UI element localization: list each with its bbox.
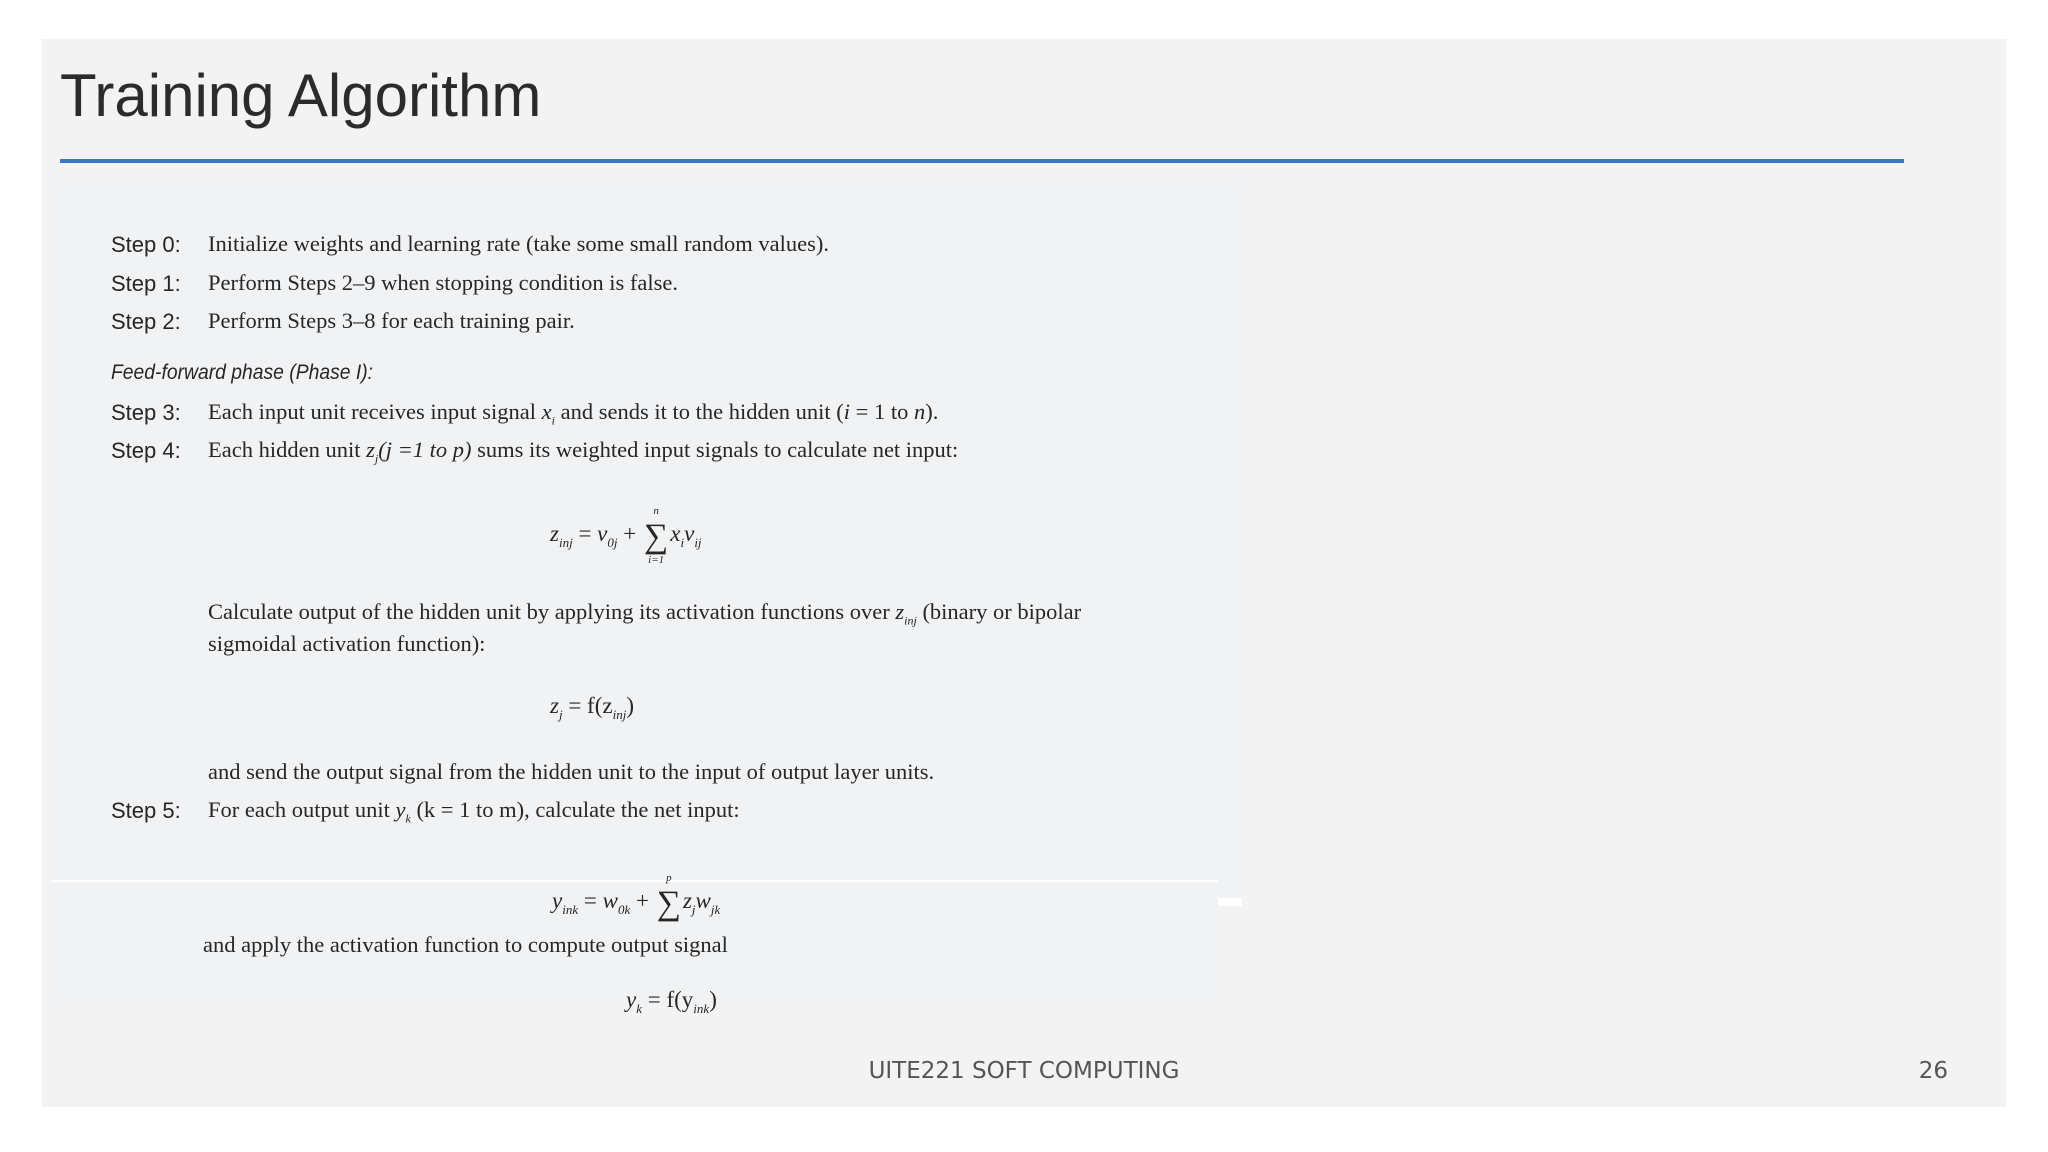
step-5-label: Step 5: — [111, 798, 181, 823]
step-5-text: For each output unit $y_k$ (k = 1 to m), calculate the net input: — [208, 797, 740, 826]
step-3-text: Each input unit receives input signal $x_i$ and sends it to the hidden unit (i = 1 to n). — [208, 399, 939, 428]
slide-footer: UITE221 SOFT COMPUTING — [868, 1058, 1180, 1084]
output-signal-equation: $y_k = f(y_{ink})$ — [626, 987, 717, 1016]
calculate-output-text-line-1: Calculate output of the hidden unit by applying its activation functions over $z_{inj}$ (binary or bipolar — [208, 599, 1082, 628]
summation-symbol: ∑ n i=1 — [644, 505, 669, 566]
step-4-label: Step 4: — [111, 438, 181, 463]
output-net-input-equation: $y_{ink} = w_{0k}$ + ∑ p $z_jw_{jk}$ — [552, 872, 721, 922]
step-2-label: Step 2: — [111, 309, 181, 334]
step-0-label: Step 0: — [111, 232, 181, 257]
step-0-text: Initialize weights and learning rate (take some small random values). — [208, 231, 830, 256]
feed-forward-phase-heading: Feed-forward phase (Phase I): — [111, 361, 374, 384]
hidden-net-input-equation: $z_{inj} = v_{0j}$ + ∑ n i=1 $x_iv_{ij}$ — [550, 505, 702, 566]
step-3-label: Step 3: — [111, 400, 181, 425]
apply-activation-text: and apply the activation function to compute output signal — [203, 932, 728, 957]
summation-symbol-output: ∑ p — [656, 872, 681, 922]
slide-title: Training Algorithm — [60, 62, 542, 129]
send-output-text: and send the output signal from the hidden unit to the input of output layer units. — [208, 759, 935, 784]
step-1-label: Step 1: — [111, 271, 181, 296]
calculate-output-text-line-2: sigmoidal activation function): — [208, 631, 486, 656]
step-1-text: Perform Steps 2–9 when stopping condition is false. — [208, 270, 678, 295]
step-4-text: Each hidden unit $z_j(j =1$ to p) sums its weighted input signals to calculate net input: — [208, 437, 959, 466]
step-2-text: Perform Steps 3–8 for each training pair. — [208, 308, 575, 333]
page-number: 26 — [1918, 1058, 1948, 1084]
hidden-output-equation: $z_j = f(z_{inj})$ — [550, 693, 634, 722]
panel-notch — [1218, 898, 1242, 906]
title-underline — [60, 159, 1904, 163]
